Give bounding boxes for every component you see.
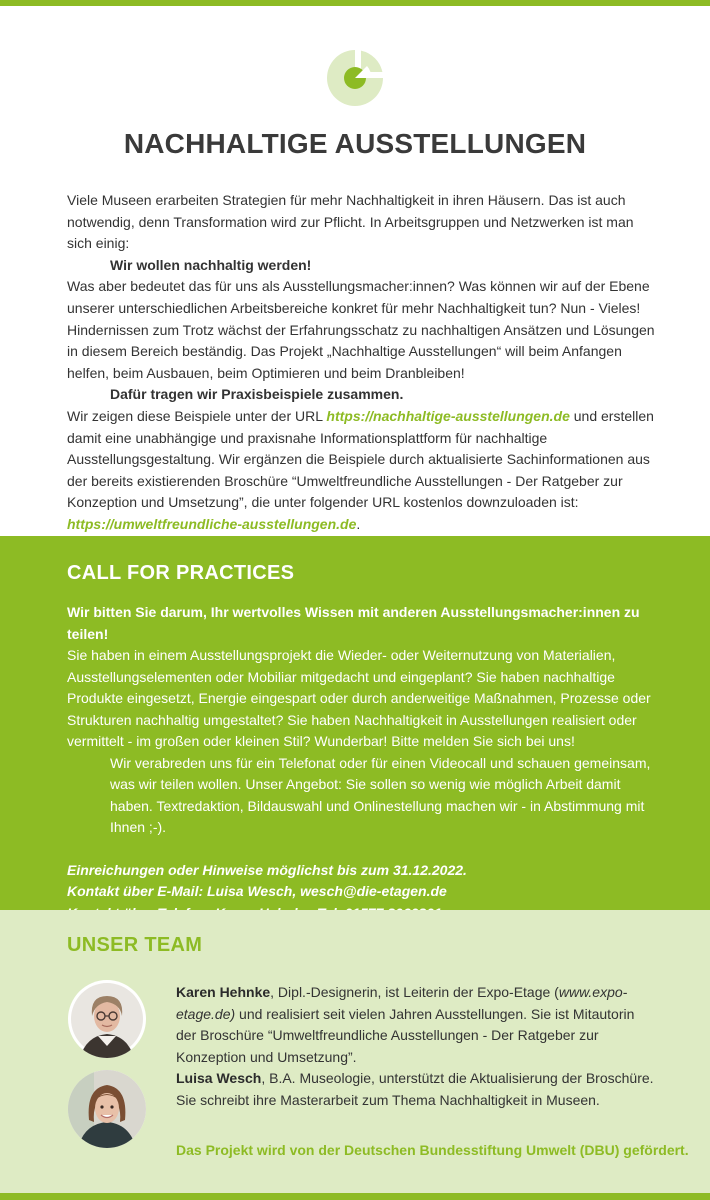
intro-p3-end: .	[356, 515, 361, 532]
logo-icon	[325, 48, 385, 108]
member-karen-text-a: , Dipl.-Designerin, ist Leiterin der Expo-Etage (	[270, 984, 559, 1000]
call-heading: CALL FOR PRACTICES	[67, 562, 295, 584]
call-lead: Wir bitten Sie darum, Ihr wertvolles Wissen mit anderen Ausstellungsmacher:innen zu teilen!	[67, 604, 640, 642]
call-for-practices-section	[0, 536, 710, 910]
call-paragraph-1: Sie haben in einem Ausstellungsprojekt die Wieder- oder Weiternutzung von Materialien, Ausstellungselementen oder Mobiliar mitgedacht und eingeplant? Sie haben nachhaltige Produkte eingesetzt, Energie eingespart oder durch anderweitige Maßnahmen, Prozesse oder Strukturen nachhaltig umgestaltet? Sie haben Nachhaltigkeit in Ausstellungen realisiert oder vermittelt - im großen oder kleinen Stil? Wunderbar! Bitte melden Sie sich bei uns!	[67, 647, 651, 749]
member-name-karen: Karen Hehnke	[176, 984, 271, 1000]
contact-deadline: Einreichungen oder Hinweise möglichst bis zum 31.12.2022.	[67, 861, 467, 878]
call-paragraph-2: Wir verabreden uns für ein Telefonat oder für einen Videocall und schauen gemeinsam, was wir teilen wollen. Unser Angebot: Sie sollen so wenig wie möglich Arbeit damit haben. Textredaktion, Bildauswahl und Onlinestellung machen wir - in Abstimmung mit Ihnen ;-).	[110, 754, 651, 835]
funding-note: Das Projekt wird von der Deutschen Bundesstiftung Umwelt (DBU) gefördert.	[176, 1142, 689, 1158]
call-body	[67, 602, 657, 924]
link-umweltfreundliche-ausstellungen[interactable]: https://umweltfreundliche-ausstellungen.de	[67, 515, 357, 532]
member-karen-hehnke	[176, 982, 656, 1068]
intro-p3-before: Wir zeigen diese Beispiele unter der URL	[67, 407, 327, 424]
bottom-accent-bar	[0, 1193, 710, 1200]
member-luisa-wesch	[176, 1068, 656, 1111]
intro-paragraph-1: Viele Museen erarbeiten Strategien für mehr Nachhaltigkeit in ihren Häusern. Das ist auch notwendig, denn Transformation wird zur Pflicht. In Arbeitsgruppen und Netzwerken ist man sich einig:	[67, 192, 634, 252]
member-name-luisa: Luisa Wesch	[176, 1070, 262, 1086]
avatar-luisa-wesch	[68, 1070, 146, 1148]
link-nachhaltige-ausstellungen[interactable]: https://nachhaltige-ausstellungen.de	[326, 407, 570, 424]
page-title: NACHHALTIGE AUSSTELLUNGEN	[123, 128, 587, 159]
intro-text	[67, 190, 657, 536]
intro-slogan-2: Dafür tragen wir Praxisbeispiele zusammen.	[110, 386, 404, 403]
avatar-karen-hehnke	[68, 980, 146, 1058]
team-section	[0, 910, 710, 1193]
top-accent-bar	[0, 0, 710, 6]
intro-paragraph-2: Was aber bedeutet das für uns als Ausstellungsmacher:innen? Was können wir auf der Ebene unserer unterschiedlichen Arbeitsbereiche konkret für mehr Nachhaltigkeit tun? Nun - Vieles! Hindernissen zum Trotz wächst der Erfahrungsschatz zu nachhaltigen Ansätzen und Lösungen in diesem Bereich beständig. Das Projekt „Nachhaltige Ausstellungen“ will beim Anfangen helfen, beim Ausbauen, beim Optimieren und beim Dranbleiben!	[67, 278, 655, 381]
member-luisa-text: , B.A. Museologie, unterstützt die Aktualisierung der Broschüre. Sie schreibt ihre Masterarbeit zum Thema Nachhaltigkeit in Museen.	[176, 1070, 654, 1108]
intro-paragraph-3	[67, 406, 657, 536]
intro-slogan-1: Wir wollen nachhaltig werden!	[110, 256, 312, 273]
member-karen-text-b: und realisiert seit vielen Jahren Ausstellungen. Sie ist Mitautorin der Broschüre “Umweltfreundliche Ausstellungen - Der Ratgeber zur Konzeption und Umsetzung”.	[176, 1005, 635, 1065]
intro-p3-after: und erstellen damit eine unabhängige und praxisnahe Informationsplattform für nachhaltige Ausstellungsgestaltung. Wir ergänzen die Beispiele durch aktualisierte Sachinformationen aus der bereits existierenden Broschüre “Umweltfreundliche Ausstellungen - Der Ratgeber zur Konzeption und Umsetzung”, die unter folgender URL kostenlos downzuloaden ist:	[67, 407, 654, 511]
contact-email[interactable]: Kontakt über E-Mail: Luisa Wesch, wesch@die-etagen.de	[67, 883, 447, 899]
member-karen-url[interactable]: www.expo-etage.de)	[176, 984, 628, 1022]
team-heading: UNSER TEAM	[67, 934, 203, 956]
